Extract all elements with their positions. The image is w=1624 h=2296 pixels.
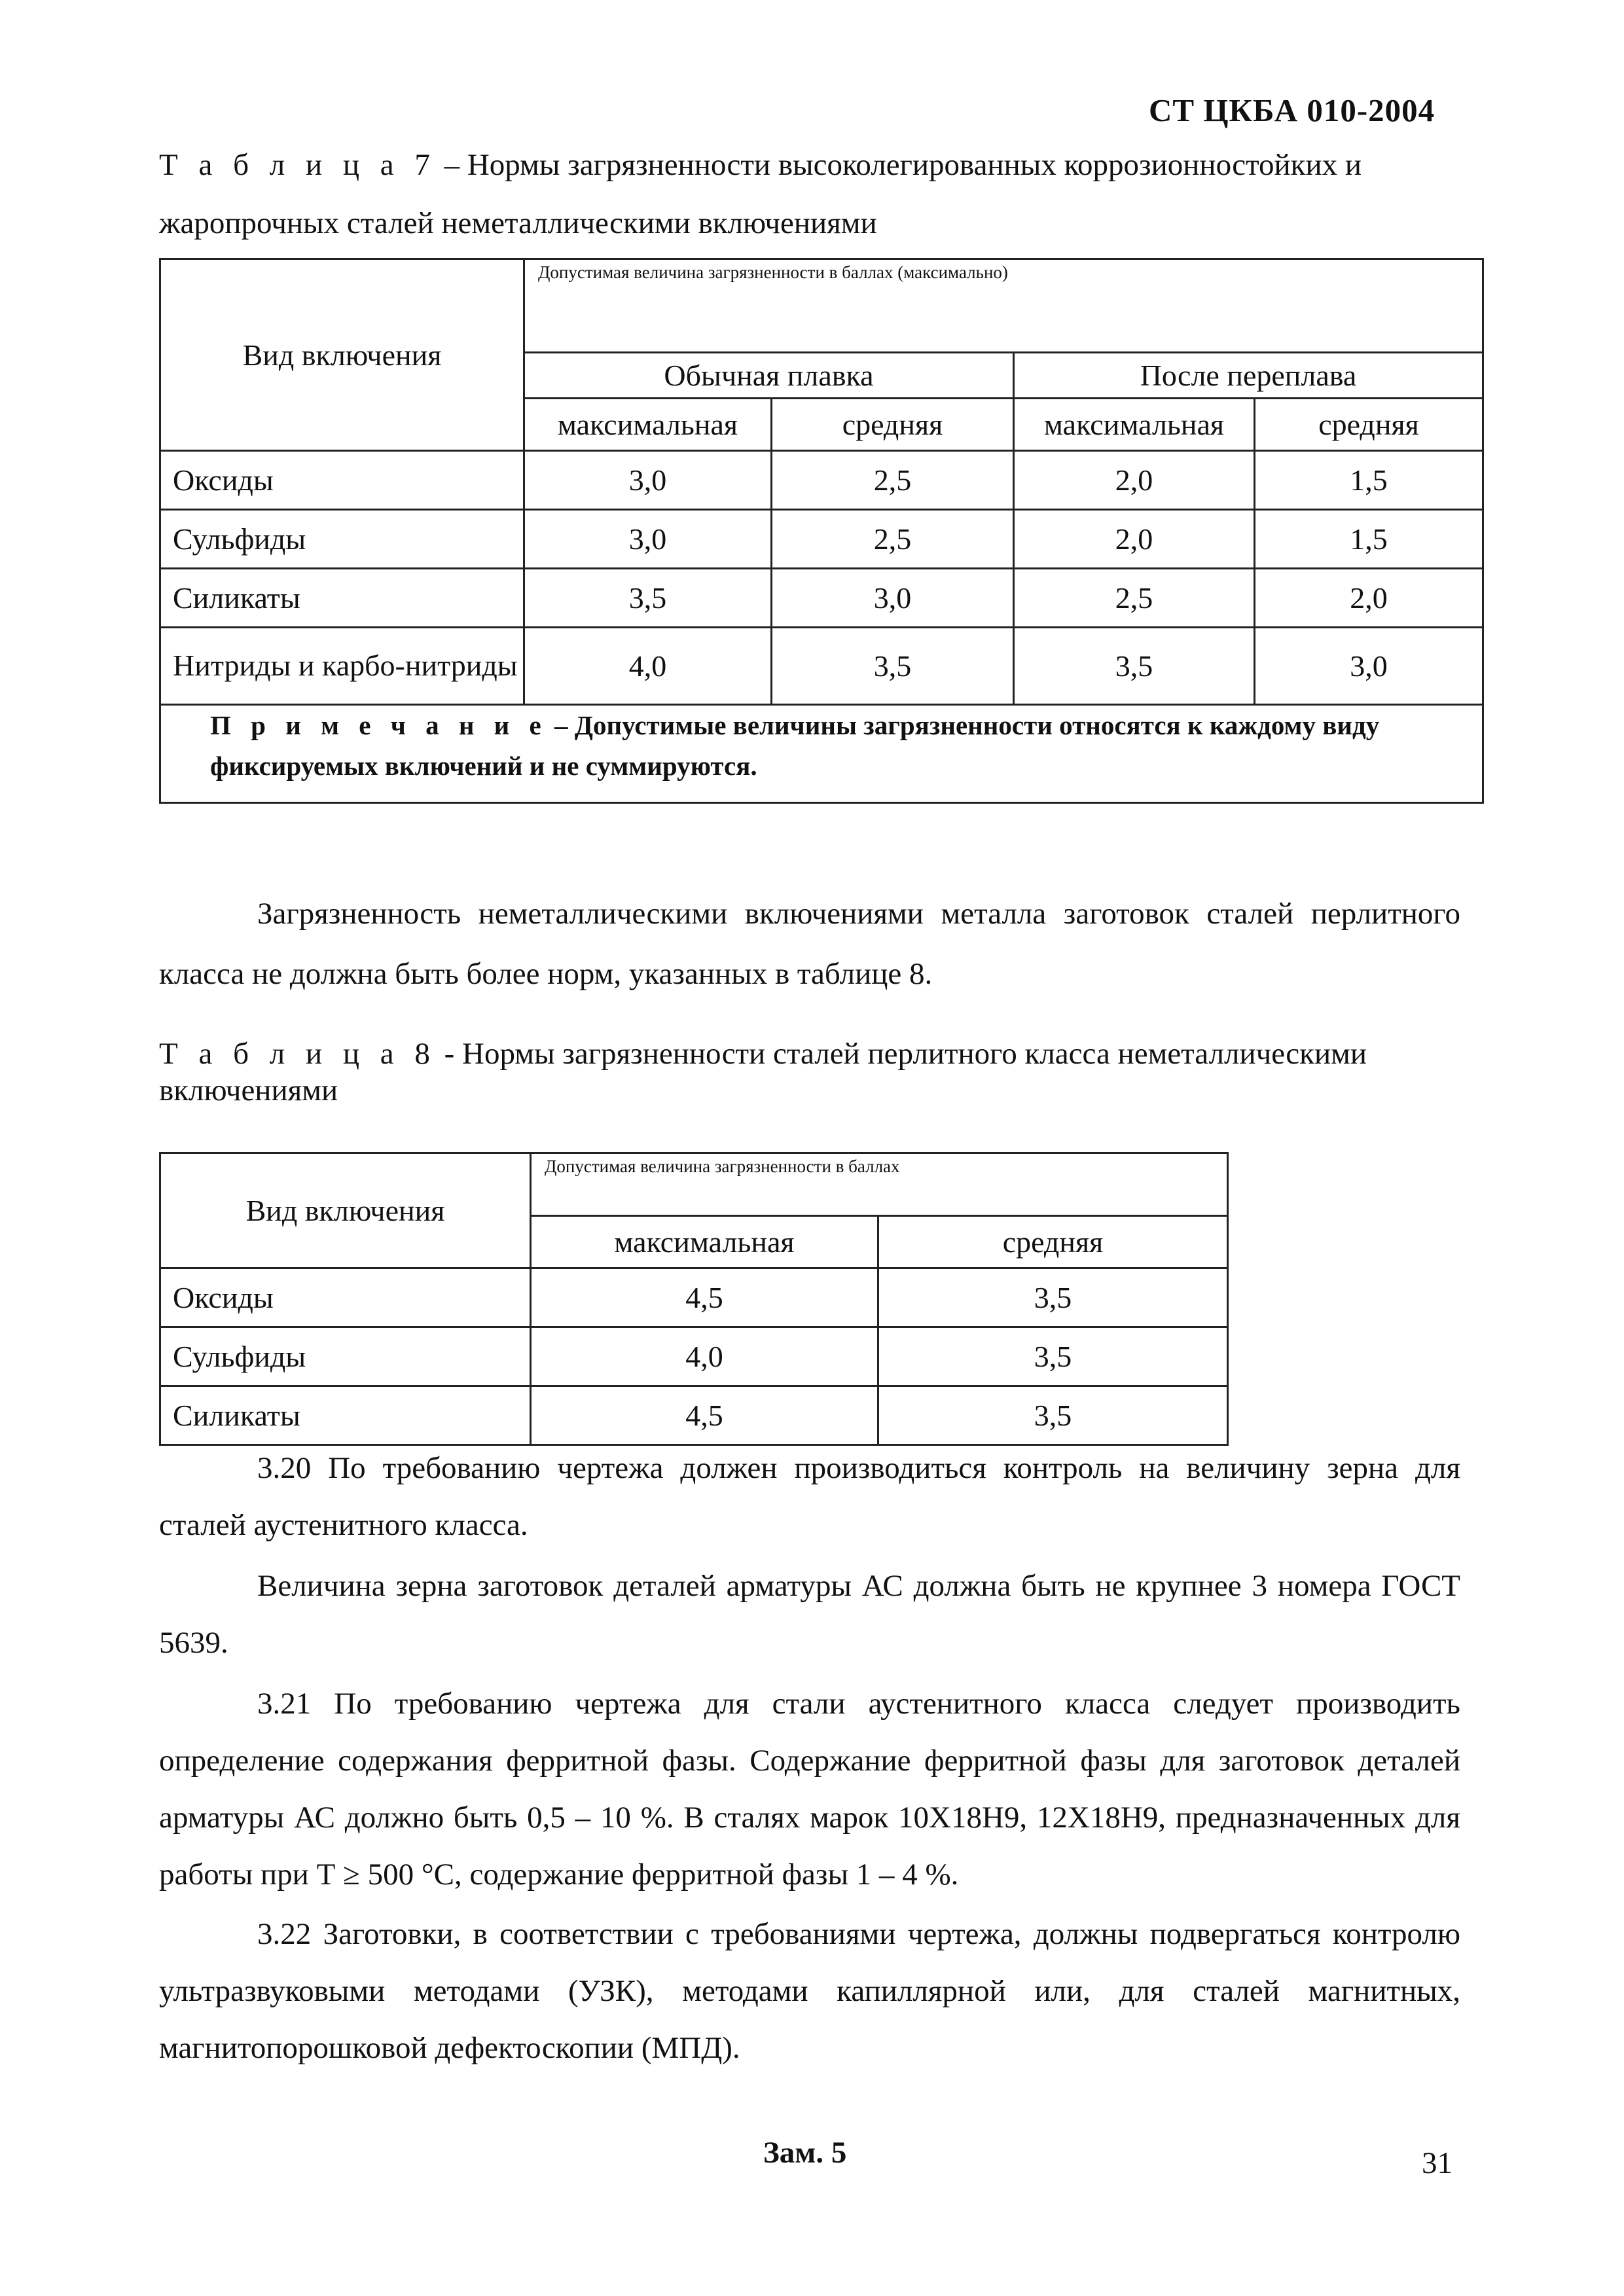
- table7-sub-max: максимальная: [1014, 399, 1255, 451]
- cell-value: 2,0: [1014, 510, 1255, 569]
- table7-caption-text: – Нормы загрязненности высоколегированных коррозионностойких и жаропрочных сталей неметаллическими включениями: [159, 148, 1362, 240]
- table7-header-type: Вид включения: [160, 259, 524, 451]
- cell-value: 1,5: [1255, 451, 1483, 510]
- cell-value: 2,0: [1014, 451, 1255, 510]
- cell-value: 1,5: [1255, 510, 1483, 569]
- table8-sub-avg: средняя: [878, 1216, 1228, 1268]
- table8-sub-max: максимальная: [531, 1216, 878, 1268]
- table7-sub-max: максимальная: [524, 399, 772, 451]
- table8-caption-text: - Нормы загрязненности сталей перлитного класса неметаллическими включениями: [159, 1037, 1367, 1107]
- paragraph-3-22: 3.22 Заготовки, в соответствии с требованиями чертежа, должны подвергаться контролю ультразвуковыми методами (УЗК), методами капиллярной или, для сталей магнитных, магнитопорошковой дефектоскопии (МПД).: [159, 1917, 1460, 2065]
- paragraph-3-20-grain: Величина зерна заготовок деталей арматуры АС должна быть не крупнее 3 номера ГОСТ 5639.: [159, 1569, 1460, 1660]
- cell-value: 3,5: [878, 1327, 1228, 1386]
- table7-note-label: П р и м е ч а н и е: [210, 710, 548, 740]
- row-name: Сульфиды: [160, 1327, 531, 1386]
- table7-group-ordinary: Обычная плавка: [524, 353, 1014, 399]
- table7-note: [160, 705, 1483, 803]
- cell-value: 3,0: [772, 569, 1014, 628]
- paragraph-pearlite: Загрязненность неметаллическими включениями металла заготовок сталей перлитного класса не должна быть более норм, указанных в таблице 8.: [159, 897, 1460, 991]
- table-row: [160, 451, 1483, 510]
- page-number: 31: [1422, 2146, 1453, 2180]
- paragraph-3-21: 3.21 По требованию чертежа для стали аустенитного класса следует производить определение содержания ферритной фазы. Содержание ферритной фазы для заготовок деталей арматуры АС должно быть 0,5 – 10 %. В сталях марок 10Х18Н9, 12Х18Н9, предназначенных для работы при Т ≥ 500 °С, содержание ферритной фазы 1 – 4 %.: [159, 1687, 1460, 1892]
- table-row: [160, 569, 1483, 628]
- table7: [159, 258, 1484, 804]
- table7-note-text: – Допустимые величины загрязненности относятся к каждому виду фиксируемых включений и не суммируются.: [210, 710, 1380, 781]
- cell-value: 3,5: [524, 569, 772, 628]
- cell-value: 3,5: [772, 628, 1014, 705]
- table8-header-type: Вид включения: [160, 1153, 531, 1268]
- cell-value: 4,0: [524, 628, 772, 705]
- cell-value: 2,5: [1014, 569, 1255, 628]
- cell-value: 3,5: [1014, 628, 1255, 705]
- table8-caption-label: Т а б л и ц а 8: [159, 1037, 437, 1071]
- table8: [159, 1152, 1229, 1446]
- table7-caption-label: Т а б л и ц а 7: [159, 148, 437, 182]
- table-row: [160, 1327, 1228, 1386]
- table7-header-allowed: Допустимая величина загрязненности в баллах (максимально): [524, 259, 1483, 353]
- cell-value: 3,0: [524, 510, 772, 569]
- row-name: Силикаты: [160, 1386, 531, 1445]
- table8-caption: [159, 1035, 1403, 1109]
- cell-value: 3,5: [878, 1386, 1228, 1445]
- change-mark: Зам. 5: [763, 2136, 847, 2170]
- cell-value: 2,5: [772, 451, 1014, 510]
- cell-value: 2,5: [772, 510, 1014, 569]
- cell-value: 4,5: [531, 1268, 878, 1327]
- table-row: [160, 1386, 1228, 1445]
- row-name: Силикаты: [160, 569, 524, 628]
- cell-value: 2,0: [1255, 569, 1483, 628]
- cell-value: 3,5: [878, 1268, 1228, 1327]
- table7-sub-avg: средняя: [1255, 399, 1483, 451]
- cell-value: 4,5: [531, 1386, 878, 1445]
- row-name: Нитриды и карбо-нитриды: [160, 628, 524, 705]
- cell-value: 3,0: [524, 451, 772, 510]
- cell-value: 3,0: [1255, 628, 1483, 705]
- row-name: Оксиды: [160, 451, 524, 510]
- row-name: Сульфиды: [160, 510, 524, 569]
- document-code: СТ ЦКБА 010-2004: [1149, 92, 1435, 128]
- table7-caption: [159, 136, 1403, 253]
- table-row: [160, 510, 1483, 569]
- row-name: Оксиды: [160, 1268, 531, 1327]
- paragraph-3-20: 3.20 По требованию чертежа должен производиться контроль на величину зерна для сталей аустенитного класса.: [159, 1451, 1460, 1542]
- table-row: [160, 628, 1483, 705]
- table7-sub-avg: средняя: [772, 399, 1014, 451]
- table-row: [160, 1268, 1228, 1327]
- cell-value: 4,0: [531, 1327, 878, 1386]
- table7-group-remelt: После переплава: [1014, 353, 1483, 399]
- table8-header-allowed: Допустимая величина загрязненности в баллах: [531, 1153, 1228, 1216]
